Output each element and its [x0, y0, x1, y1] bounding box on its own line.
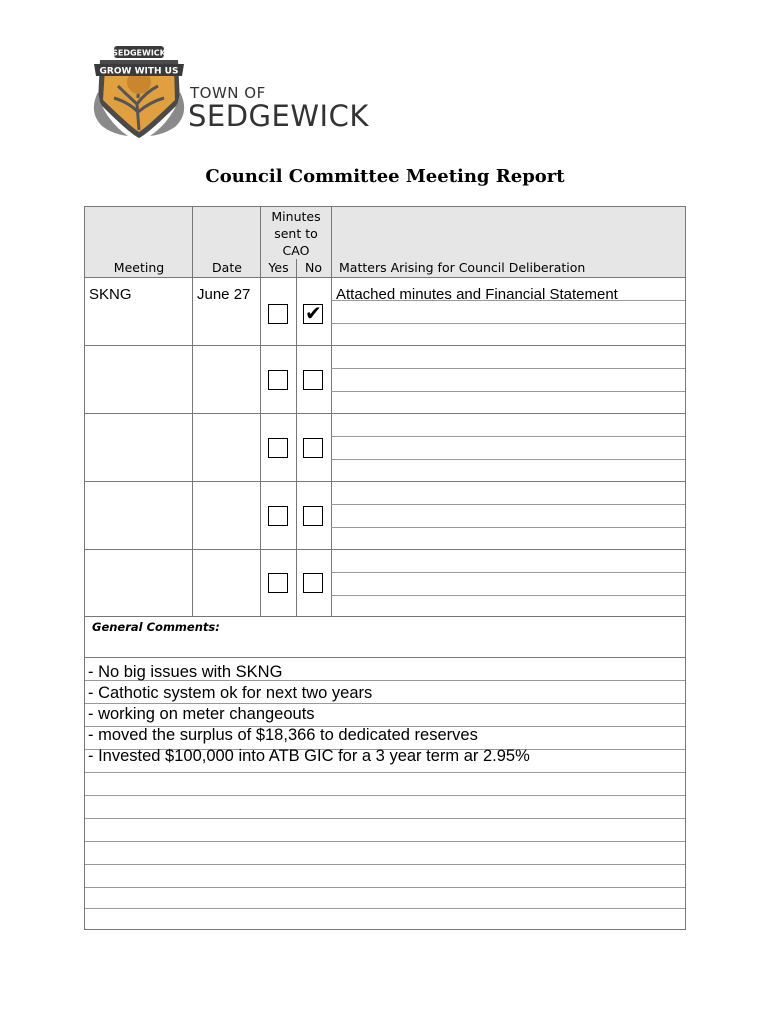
matters-line	[331, 368, 685, 369]
comments-line	[85, 772, 685, 773]
comments-line	[85, 887, 685, 888]
matters-line	[331, 459, 685, 460]
matters-line	[331, 572, 685, 573]
header-minutes-line2: sent to	[274, 226, 318, 241]
row-2-yes-checkbox[interactable]	[268, 370, 288, 390]
comments-line	[85, 841, 685, 842]
row-1-yes-checkbox[interactable]	[268, 304, 288, 324]
matters-line	[331, 436, 685, 437]
comments-line	[85, 864, 685, 865]
matters-line	[331, 527, 685, 528]
header-date: Date	[212, 260, 242, 275]
checkmark-icon: ✔	[305, 301, 322, 325]
row-1-matters: Attached minutes and Financial Statement	[336, 286, 618, 303]
header-minutes-line3: CAO	[282, 243, 310, 258]
header-matters: Matters Arising for Council Deliberation	[339, 260, 586, 275]
row-3-no-checkbox[interactable]	[303, 438, 323, 458]
logo-town-name: SEDGEWICK	[188, 99, 369, 133]
row-3-yes-checkbox[interactable]	[268, 438, 288, 458]
logo-ribbon-text: GROW WITH US	[99, 66, 179, 77]
header-yes: Yes	[268, 260, 289, 275]
header-meeting: Meeting	[113, 260, 165, 275]
row-divider	[85, 616, 685, 617]
col-divider-2	[260, 207, 261, 616]
header-minutes-sent	[261, 208, 331, 259]
header-yes-no-divider	[296, 259, 297, 277]
col-divider-3	[296, 277, 297, 616]
logo-town-of: TOWN OF	[190, 84, 266, 102]
comment-line-4: - moved the surplus of $18,366 to dedicated reserves	[88, 726, 478, 744]
comment-line-5: - Invested $100,000 into ATB GIC for a 3 year term ar 2.95%	[88, 747, 530, 765]
row-1-no-checkbox[interactable]	[303, 301, 323, 325]
row-4-no-checkbox[interactable]	[303, 506, 323, 526]
row-4-yes-checkbox[interactable]	[268, 506, 288, 526]
logo-banner-top: SEDGEWICK	[112, 48, 166, 58]
row-2-no-checkbox[interactable]	[303, 370, 323, 390]
comments-line	[85, 908, 685, 909]
comments-line	[85, 818, 685, 819]
matters-line	[331, 323, 685, 324]
report-title: Council Committee Meeting Report	[205, 166, 565, 187]
matters-line	[331, 504, 685, 505]
comment-line-2: - Cathotic system ok for next two years	[88, 684, 373, 702]
row-divider	[85, 413, 685, 414]
row-5-yes-checkbox[interactable]	[268, 573, 288, 593]
col-divider-4	[331, 207, 332, 616]
comment-line-1: - No big issues with SKNG	[88, 663, 283, 681]
col-divider-1	[192, 207, 193, 616]
header-no: No	[305, 260, 322, 275]
row-divider	[85, 481, 685, 482]
row-divider	[85, 549, 685, 550]
meeting-report-table	[84, 206, 686, 930]
row-1-meeting: SKNG	[89, 286, 132, 303]
matters-line	[331, 391, 685, 392]
matters-line	[331, 595, 685, 596]
row-5-no-checkbox[interactable]	[303, 573, 323, 593]
comments-line	[85, 703, 685, 704]
row-divider	[85, 345, 685, 346]
header-minutes-line1: Minutes	[271, 209, 321, 224]
comments-line	[85, 795, 685, 796]
general-comments-label: General Comments:	[92, 620, 220, 634]
comments-line	[85, 657, 685, 658]
comment-line-3: - working on meter changeouts	[88, 705, 315, 723]
row-1-date: June 27	[197, 286, 251, 303]
